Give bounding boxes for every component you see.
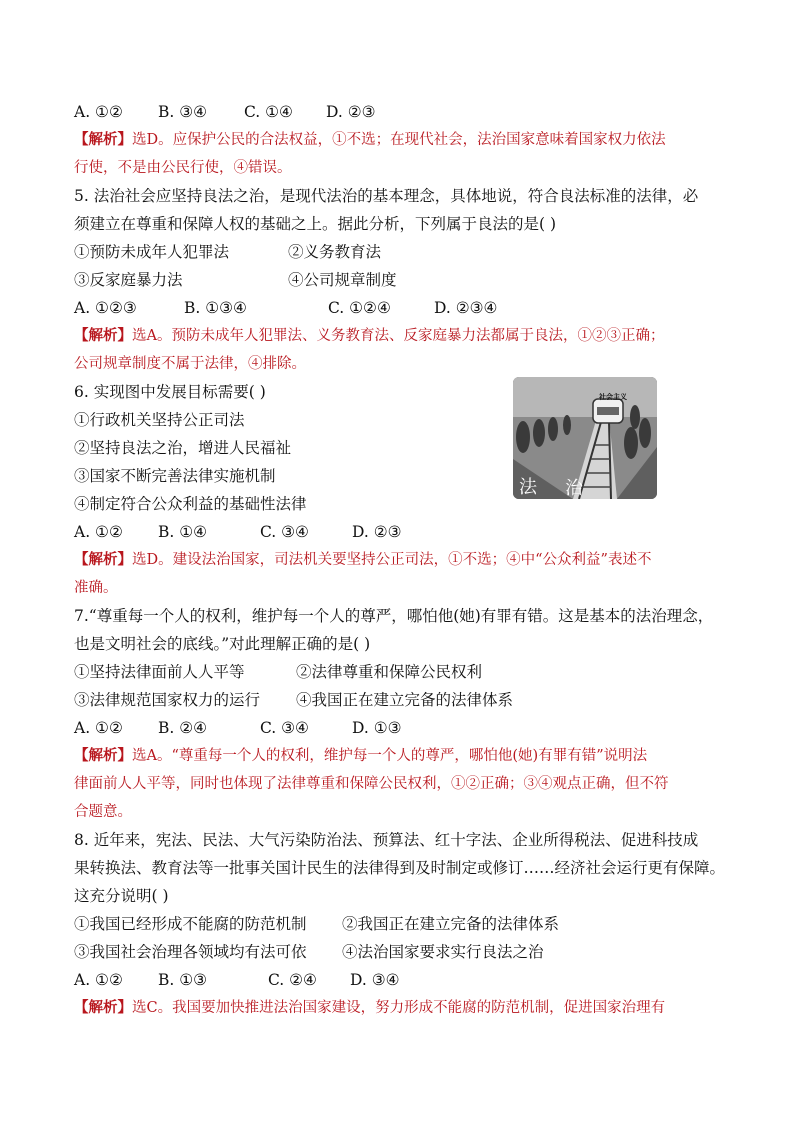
q6-option-d: D. ②③	[352, 523, 402, 541]
figure-text-zhi: 治	[565, 478, 583, 499]
q7-option-a: A. ①②	[74, 719, 123, 737]
q5-item-2: ②义务教育法	[288, 243, 382, 261]
rule-of-law-train-illustration	[513, 377, 657, 499]
q6-analysis-line-2: 准确。	[74, 580, 118, 596]
q8-item-4: ④法治国家要求实行良法之治	[342, 943, 544, 961]
q4-analysis-line-1	[74, 130, 666, 150]
q8-option-c: C. ②④	[268, 971, 317, 989]
q7-stem-line-2: 也是文明社会的底线。”对此理解正确的是( )	[74, 635, 371, 653]
q5-item-3: ③反家庭暴力法	[74, 271, 183, 289]
q8-item-2: ②我国正在建立完备的法律体系	[342, 915, 560, 933]
q8-stem-line-3: 这充分说明( )	[74, 887, 169, 905]
q7-stem-line-1: 7.“尊重每一个人的权利，维护每一个人的尊严，哪怕他(她)有罪有错。这是基本的法治理念，	[74, 607, 714, 625]
q8-item-1: ①我国已经形成不能腐的防范机制	[74, 915, 307, 933]
q8-option-a: A. ①②	[74, 971, 123, 989]
q5-item-4: ④公司规章制度	[288, 271, 397, 289]
q8-item-3: ③我国社会治理各领域均有法可依	[74, 943, 307, 961]
q4-option-b: B. ③④	[158, 103, 208, 121]
train-banner-text: 社会主义	[599, 393, 627, 401]
q4-option-d: D. ②③	[326, 103, 376, 121]
q8-stem-line-1: 8. 近年来，宪法、民法、大气污染防治法、预算法、红十字法、企业所得税法、促进科技成	[74, 831, 699, 849]
q5-analysis-line-2: 公司规章制度不属于法律，④排除。	[74, 356, 306, 372]
q6-option-c: C. ③④	[260, 523, 309, 541]
q6-analysis-tag: 【解析】	[74, 551, 132, 568]
q7-analysis-text-1: 选A。“尊重每一个人的权利，维护每一个人的尊严，哪怕他(她)有罪有错”说明法	[132, 748, 648, 764]
q5-item-1: ①预防未成年人犯罪法	[74, 243, 230, 261]
q7-option-b: B. ②④	[158, 719, 208, 737]
q7-analysis-line-3: 合题意。	[74, 804, 132, 820]
q8-option-b: B. ①③	[158, 971, 208, 989]
q6-stem: 6. 实现图中发展目标需要( )	[74, 383, 266, 401]
q5-option-d: D. ②③④	[434, 299, 498, 317]
q5-analysis-line-1	[74, 326, 664, 346]
q7-analysis-tag: 【解析】	[74, 747, 132, 764]
q6-item-3: ③国家不断完善法律实施机制	[74, 467, 276, 485]
q8-analysis-text-1: 选C。我国要加快推进法治国家建设，努力形成不能腐的防范机制，促进国家治理有	[132, 1000, 666, 1016]
figure-text-fa: 法	[519, 477, 537, 498]
q6-item-2: ②坚持良法之治，增进人民福祉	[74, 439, 292, 457]
q6-analysis-line-1	[74, 550, 651, 570]
q4-analysis-line-2: 行使，不是由公民行使，④错误。	[74, 160, 292, 176]
q5-option-b: B. ①③④	[184, 299, 247, 317]
q5-stem-line-1: 5. 法治社会应坚持良法之治，是现代法治的基本理念，具体地说，符合良法标准的法律，必	[74, 187, 699, 205]
q8-analysis-line-1	[74, 998, 665, 1018]
q7-analysis-line-1	[74, 746, 647, 766]
q6-item-1: ①行政机关坚持公正司法	[74, 411, 245, 429]
q4-option-c: C. ①④	[244, 103, 293, 121]
q4-analysis-text-1: 选D。应保护公民的合法权益，①不选；在现代社会，法治国家意味着国家权力依法	[132, 132, 666, 148]
q7-option-c: C. ③④	[260, 719, 309, 737]
q8-analysis-tag: 【解析】	[74, 999, 132, 1016]
q6-option-a: A. ①②	[74, 523, 123, 541]
q4-analysis-tag: 【解析】	[74, 131, 132, 148]
q7-option-d: D. ①③	[352, 719, 402, 737]
q7-item-4: ④我国正在建立完备的法律体系	[296, 691, 514, 709]
q5-analysis-text-1: 选A。预防未成年人犯罪法、义务教育法、反家庭暴力法都属于良法，①②③正确；	[132, 328, 665, 344]
q7-item-3: ③法律规范国家权力的运行	[74, 691, 261, 709]
q6-analysis-text-1: 选D。建设法治国家，司法机关要坚持公正司法，①不选；④中“公众利益”表述不	[132, 552, 652, 568]
q7-item-1: ①坚持法律面前人人平等	[74, 663, 245, 681]
q8-stem-line-2: 果转换法、教育法等一批事关国计民生的法律得到及时制定或修订……经济社会运行更有保障。	[74, 859, 726, 877]
q8-option-d: D. ③④	[350, 971, 400, 989]
q6-option-b: B. ①④	[158, 523, 208, 541]
q7-analysis-line-2: 律面前人人平等，同时也体现了法律尊重和保障公民权利，①②正确；③④观点正确，但不符	[74, 776, 669, 792]
q5-option-a: A. ①②③	[74, 299, 137, 317]
q5-option-c: C. ①②④	[328, 299, 391, 317]
q6-item-4: ④制定符合公众利益的基础性法律	[74, 495, 307, 513]
q7-item-2: ②法律尊重和保障公民权利	[296, 663, 483, 681]
q5-analysis-tag: 【解析】	[74, 327, 132, 344]
q5-stem-line-2: 须建立在尊重和保障人权的基础之上。据此分析，下列属于良法的是( )	[74, 215, 557, 233]
q4-option-a: A. ①②	[74, 103, 123, 121]
